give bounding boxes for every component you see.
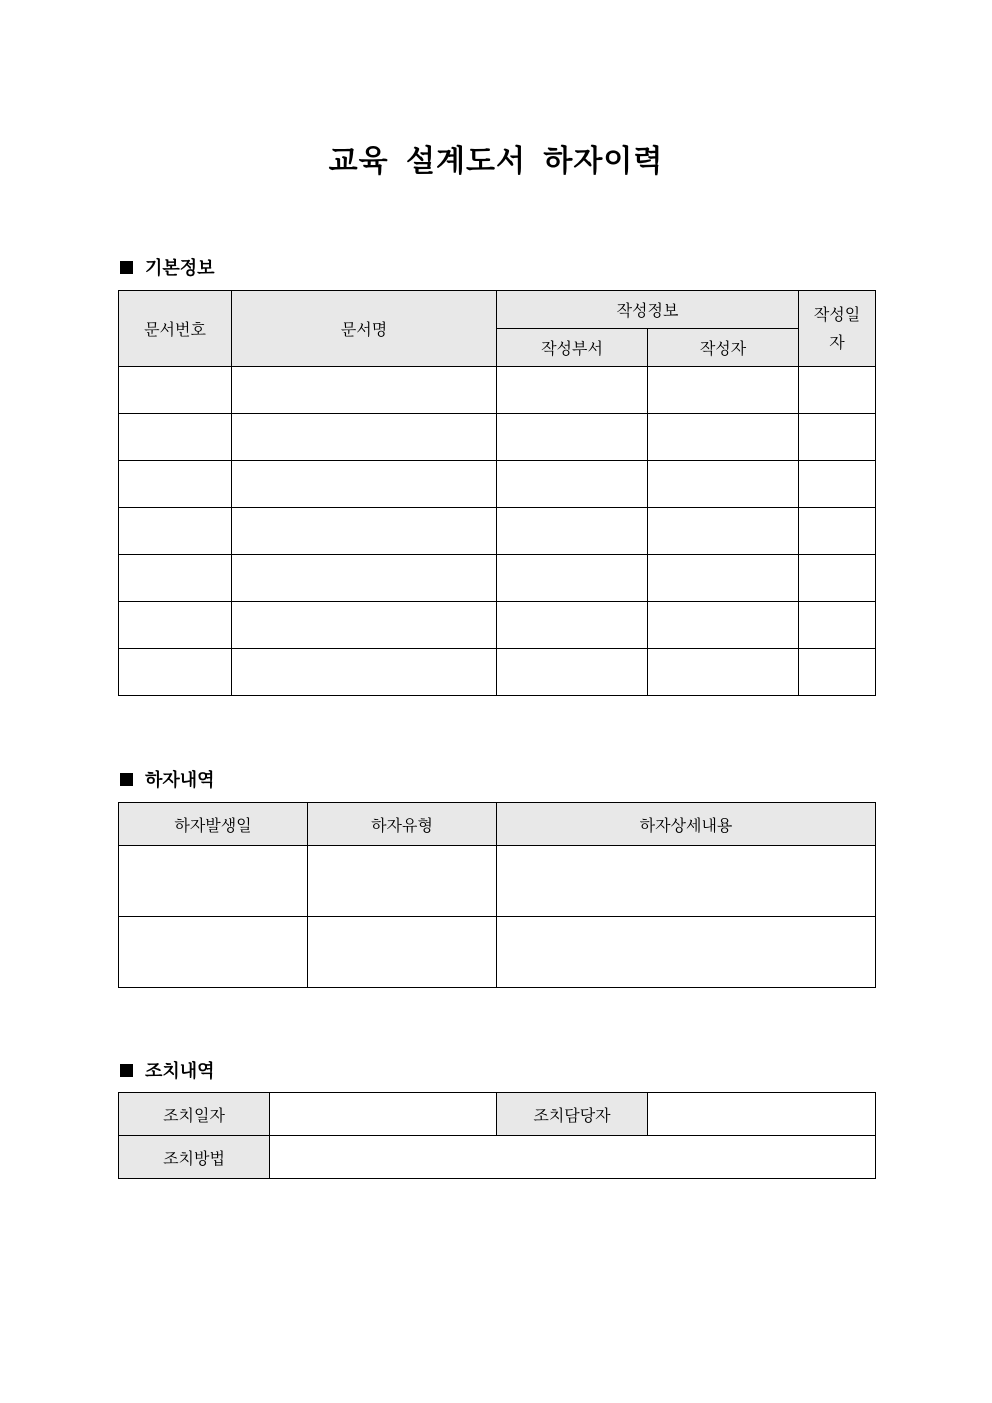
header-write-date: 작성일자 <box>799 291 876 367</box>
occurrence-date-cell[interactable] <box>119 917 308 988</box>
doc-name-cell[interactable] <box>232 649 497 696</box>
defect-type-cell[interactable] <box>308 846 497 917</box>
table-row <box>119 917 876 988</box>
table-row <box>119 414 876 461</box>
header-author-dept: 작성부서 <box>497 329 648 367</box>
doc-number-cell[interactable] <box>119 508 232 555</box>
table-row <box>119 461 876 508</box>
action-table <box>118 1092 876 1179</box>
defect-section-label: 하자내역 <box>145 770 215 791</box>
doc-number-cell[interactable] <box>119 367 232 414</box>
doc-name-cell[interactable] <box>232 508 497 555</box>
defect-section-heading <box>120 766 215 792</box>
doc-name-cell[interactable] <box>232 602 497 649</box>
table-row <box>119 367 876 414</box>
doc-name-cell[interactable] <box>232 461 497 508</box>
doc-name-cell[interactable] <box>232 555 497 602</box>
write-date-cell[interactable] <box>799 414 876 461</box>
doc-name-cell[interactable] <box>232 367 497 414</box>
author-dept-cell[interactable] <box>497 508 648 555</box>
header-defect-detail: 하자상세내용 <box>497 803 876 846</box>
author-cell[interactable] <box>648 367 799 414</box>
doc-number-cell[interactable] <box>119 461 232 508</box>
author-dept-cell[interactable] <box>497 602 648 649</box>
table-row <box>119 602 876 649</box>
author-dept-cell[interactable] <box>497 367 648 414</box>
write-date-cell[interactable] <box>799 508 876 555</box>
author-cell[interactable] <box>648 508 799 555</box>
doc-number-cell[interactable] <box>119 555 232 602</box>
action-section-heading <box>120 1057 215 1083</box>
author-cell[interactable] <box>648 649 799 696</box>
doc-number-cell[interactable] <box>119 649 232 696</box>
author-cell[interactable] <box>648 602 799 649</box>
author-cell[interactable] <box>648 461 799 508</box>
square-bullet-icon <box>120 1064 133 1077</box>
write-date-cell[interactable] <box>799 555 876 602</box>
table-row <box>119 649 876 696</box>
defect-detail-cell[interactable] <box>497 846 876 917</box>
action-date-label: 조치일자 <box>119 1093 270 1136</box>
header-defect-type: 하자유형 <box>308 803 497 846</box>
basic-info-table <box>118 290 876 696</box>
write-date-cell[interactable] <box>799 649 876 696</box>
defect-table <box>118 802 876 988</box>
page-title: 교육 설계도서 하자이력 <box>328 144 664 179</box>
header-doc-number: 문서번호 <box>119 291 232 367</box>
square-bullet-icon <box>120 261 133 274</box>
doc-number-cell[interactable] <box>119 602 232 649</box>
author-dept-cell[interactable] <box>497 461 648 508</box>
author-cell[interactable] <box>648 555 799 602</box>
table-row <box>119 555 876 602</box>
table-row <box>119 508 876 555</box>
table-row <box>119 846 876 917</box>
write-date-cell[interactable] <box>799 367 876 414</box>
basic-info-section-label: 기본정보 <box>145 258 215 279</box>
action-method-value[interactable] <box>270 1136 876 1179</box>
header-author-info: 작성정보 <box>497 291 799 329</box>
defect-type-cell[interactable] <box>308 917 497 988</box>
square-bullet-icon <box>120 773 133 786</box>
author-dept-cell[interactable] <box>497 414 648 461</box>
action-date-value[interactable] <box>270 1093 497 1136</box>
action-method-label: 조치방법 <box>119 1136 270 1179</box>
basic-info-section-heading <box>120 254 215 280</box>
write-date-cell[interactable] <box>799 461 876 508</box>
header-doc-name: 문서명 <box>232 291 497 367</box>
write-date-cell[interactable] <box>799 602 876 649</box>
doc-name-cell[interactable] <box>232 414 497 461</box>
action-section-label: 조치내역 <box>145 1061 215 1082</box>
occurrence-date-cell[interactable] <box>119 846 308 917</box>
header-author: 작성자 <box>648 329 799 367</box>
action-manager-label: 조치담당자 <box>497 1093 648 1136</box>
author-cell[interactable] <box>648 414 799 461</box>
action-manager-value[interactable] <box>648 1093 876 1136</box>
header-occurrence-date: 하자발생일 <box>119 803 308 846</box>
defect-detail-cell[interactable] <box>497 917 876 988</box>
doc-number-cell[interactable] <box>119 414 232 461</box>
author-dept-cell[interactable] <box>497 555 648 602</box>
author-dept-cell[interactable] <box>497 649 648 696</box>
